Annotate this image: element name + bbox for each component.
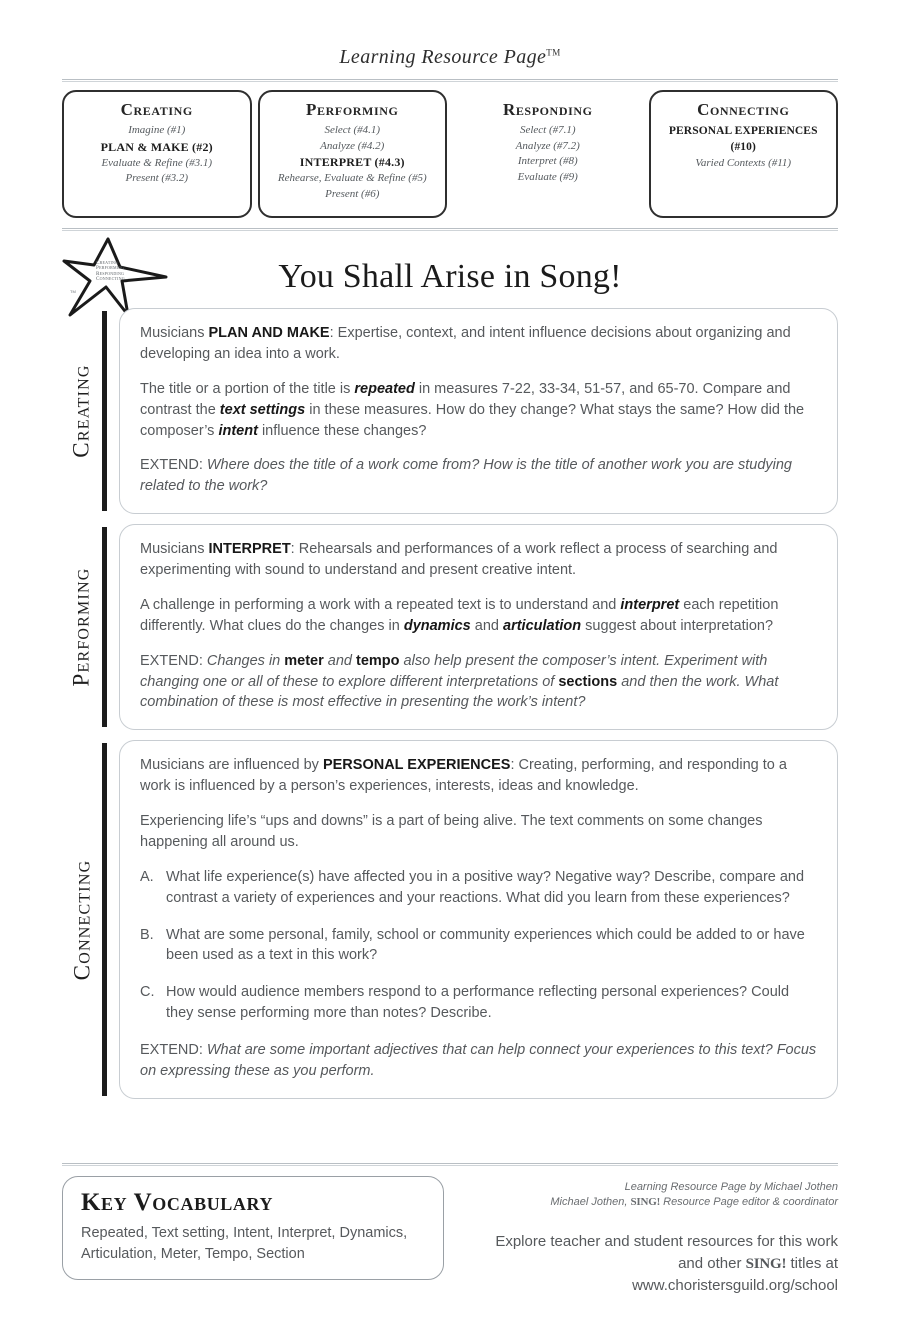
standards-item: Analyze (#4.2) — [320, 139, 385, 152]
paragraph: Musicians INTERPRET: Rehearsals and performances of a work reflect a process of searching and experimenting with sound to understand and present creative intent. — [140, 541, 778, 578]
standards-item-highlighted: INTERPRET (#4.3) — [299, 155, 405, 170]
key-vocabulary-heading: Key Vocabulary — [81, 1189, 274, 1216]
paragraph: Musicians are influenced by PERSONAL EXPERIENCES: Creating, performing, and responding to a work is influenced by a person’s experiences, interests, ideas and knowledge. — [140, 757, 787, 795]
list-item-marker: C. — [140, 984, 155, 1001]
section-accent-bar — [102, 743, 107, 1096]
credit-editor-suffix: Resource Page editor & coordinator — [660, 1196, 838, 1209]
star-label: Creating — [96, 260, 119, 266]
credits-block — [478, 1176, 838, 1297]
key-vocabulary-box — [62, 1176, 444, 1280]
top-divider-rule — [62, 79, 838, 82]
standards-row — [62, 90, 838, 218]
paragraph-extend: EXTEND: What are some important adjectives that can help connect your experiences to this text? Focus on expressing these as you perform. — [140, 1042, 817, 1079]
footer-divider-rule — [62, 1163, 838, 1166]
star-label: Connecting — [96, 276, 125, 283]
masthead — [0, 0, 900, 69]
section-label-connecting — [62, 740, 102, 1099]
sing-brand: SING! — [630, 1196, 661, 1209]
paragraph: Musicians PLAN AND MAKE: Expertise, context, and intent influence decisions about organizing and developing an idea into a work. — [140, 325, 791, 362]
section-label-text: Creating — [69, 364, 95, 458]
standards-item: Analyze (#7.2) — [515, 139, 580, 152]
standards-item: Interpret (#8) — [517, 155, 578, 168]
section-label-text: Connecting — [69, 859, 95, 980]
section-accent-bar — [102, 311, 107, 511]
standards-item-highlighted: PERSONAL EXPERIENCES — [668, 125, 818, 137]
list-item — [140, 867, 817, 909]
list-item-marker: A. — [140, 868, 154, 885]
question-list — [140, 867, 817, 1024]
standards-item-highlighted: PLAN & MAKE (#2) — [100, 139, 213, 154]
section-creating — [62, 308, 838, 514]
list-item — [140, 925, 817, 967]
standards-item: Varied Contexts (#11) — [695, 156, 792, 169]
credit-editor-line — [478, 1195, 838, 1210]
explore-text-a: Explore teacher and student resources for this work and other — [495, 1232, 838, 1272]
list-item-marker: B. — [140, 926, 154, 943]
standards-box-responding — [453, 90, 643, 218]
standards-item: Select (#4.1) — [324, 124, 381, 136]
credit-author-line: Learning Resource Page by Michael Jothen — [624, 1181, 838, 1193]
credit-editor-prefix: Michael Jothen, — [550, 1196, 631, 1209]
sing-brand: SING! — [745, 1255, 787, 1272]
star-label: Responding — [96, 270, 125, 277]
section-accent-bar — [102, 527, 107, 727]
standards-box-performing — [258, 90, 448, 218]
paragraph-extend: EXTEND: Changes in meter and tempo also help present the composer’s intent. Experiment with changing one or all of these to explore different interpretations of sections and then the work. What combination of these is most effective in presenting the work’s intent? — [140, 652, 779, 711]
paragraph: A challenge in performing a work with a repeated text is to understand and interpret each repetition differently. What clues do the changes in dynamics and articulation suggest about interpretation? — [140, 596, 779, 634]
section-connecting — [62, 740, 838, 1099]
footer — [62, 1176, 838, 1297]
list-item — [140, 982, 817, 1024]
section-performing — [62, 524, 838, 730]
standards-item: Imagine (#1) — [128, 124, 186, 136]
section-label-text: Performing — [69, 567, 94, 687]
section-label-creating — [62, 308, 102, 514]
sections-container — [62, 308, 838, 1109]
standards-box-connecting — [649, 90, 839, 218]
section-card-performing — [119, 524, 838, 730]
standards-item: Select (#7.1) — [519, 124, 576, 136]
star-label: Performing — [96, 265, 125, 272]
masthead-title — [339, 46, 560, 69]
list-item-text: What are some personal, family, school or community experiences which could be added to or have been used as a text in this work? — [166, 926, 805, 964]
standards-item: Present (#3.2) — [125, 172, 189, 185]
explore-text-b: titles at — [786, 1254, 838, 1272]
list-item-text: What life experience(s) have affected you in a positive way? Negative way? Describe, compare and contrast a variety of experiences and your reactions. What did you learn from these experiences? — [166, 868, 805, 906]
standards-heading: Responding — [502, 100, 593, 119]
choristers-guild-url[interactable]: www.choristersguild.org/school — [632, 1277, 838, 1295]
standards-heading: Connecting — [697, 100, 790, 119]
masthead-title-text: Learning Resource Page — [339, 46, 547, 68]
paragraph-extend: EXTEND: Where does the title of a work come from? How is the title of another work you are studying related to the work? — [140, 457, 792, 495]
standards-box-creating — [62, 90, 252, 218]
standards-bottom-rule — [62, 228, 838, 231]
standards-item-highlighted: (#10) — [730, 141, 756, 154]
section-label-performing — [62, 524, 102, 730]
standards-heading: Creating — [120, 100, 193, 119]
paragraph: Experiencing life’s “ups and downs” is a part of being alive. The text comments on some changes happening all around us. — [140, 813, 763, 850]
explore-block — [478, 1231, 838, 1297]
star-trademark-symbol: TM — [70, 289, 76, 294]
key-vocabulary-words: Repeated, Text setting, Intent, Interpret, Dynamics, Articulation, Meter, Tempo, Section — [81, 1225, 408, 1263]
standards-item: Evaluate (#9) — [517, 170, 578, 183]
standards-heading: Performing — [306, 100, 399, 119]
standards-item: Rehearse, Evaluate & Refine (#5) — [277, 172, 427, 185]
page-title: You Shall Arise in Song! — [278, 258, 622, 295]
list-item-text: How would audience members respond to a performance reflecting personal experiences? Could they sense performing more than notes? Describe. — [166, 984, 790, 1022]
section-card-creating — [119, 308, 838, 514]
standards-item: Evaluate & Refine (#3.1) — [101, 156, 213, 169]
section-card-connecting — [119, 740, 838, 1099]
trademark-symbol: TM — [546, 47, 561, 58]
standards-item: Present (#6) — [325, 187, 380, 200]
paragraph: The title or a portion of the title is repeated in measures 7-22, 33-34, 51-57, and 65-70. Compare and contrast the text settings in these measures. How do they change? What stays the same? How did the composer’s intent influence these changes? — [140, 380, 805, 439]
